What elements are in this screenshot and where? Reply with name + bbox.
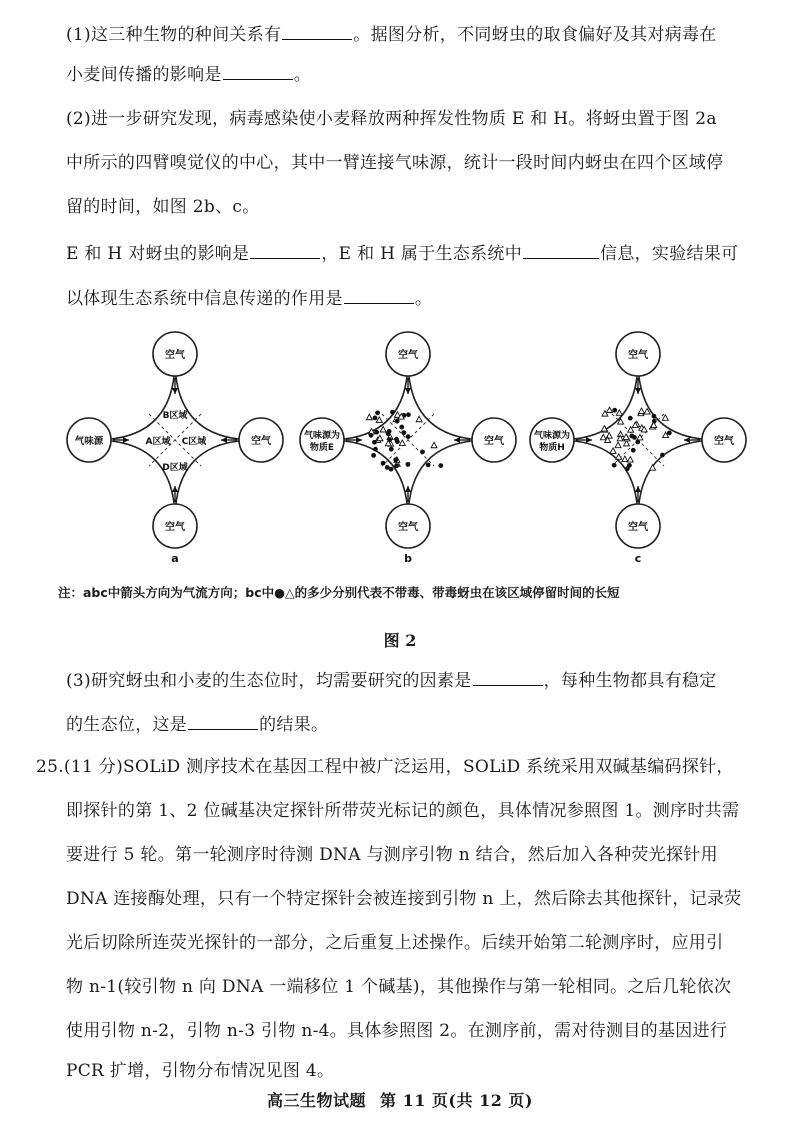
airflow-arrowhead (172, 486, 178, 492)
answer-blank[interactable] (523, 241, 599, 259)
viruliferous-aphid-marker (615, 442, 621, 448)
viruliferous-aphid-marker (610, 448, 616, 454)
aphid-marker (401, 430, 406, 435)
aphid-marker (667, 431, 672, 436)
q2-text-d: 以体现生态系统中信息传递的作用是 (66, 289, 343, 309)
q2-line-3: 留的时间，如图 2b、c。 (66, 197, 260, 217)
q25-line-6: 物 n-1(较引物 n 向 DNA 一端移位 1 个碱基)，其他操作与第一轮相同。之后几轮依次 (66, 977, 732, 997)
answer-blank[interactable] (282, 22, 352, 40)
aphid-marker (393, 457, 398, 462)
viruliferous-aphid-marker (622, 456, 628, 462)
aphid-marker (395, 439, 400, 444)
aphid-marker (375, 410, 380, 415)
viruliferous-aphid-marker (662, 415, 668, 421)
airflow-arrowhead (454, 437, 460, 443)
aphid-marker (420, 449, 425, 454)
aphid-marker (372, 440, 377, 445)
q1-text-a: (1)这三种生物的种间关系有 (66, 25, 282, 45)
aphid-marker (389, 447, 394, 452)
q2-text-e: 。 (414, 289, 433, 309)
odor-source-label: 气味源为 (303, 431, 341, 441)
q25-line-5: 光后切除所连荧光探针的一部分，之后重复上述操作。后续开始第二轮测序时，应用引 (66, 933, 724, 953)
aphid-marker (395, 419, 400, 424)
aphid-marker (635, 440, 640, 445)
airflow-arrowhead (684, 437, 690, 443)
aphid-marker (628, 416, 633, 421)
airflow-arrowhead (635, 388, 641, 394)
aphid-marker (381, 461, 386, 466)
aphid-marker (394, 463, 399, 468)
aphid-marker (385, 465, 390, 470)
q1-text-d: 。 (293, 65, 312, 85)
answer-blank[interactable] (250, 241, 320, 259)
odor-source-label: 气味源为 (533, 431, 571, 441)
aphid-marker (631, 448, 636, 453)
aphid-marker (373, 447, 378, 452)
footer-subject: 高三生物试题 (267, 1091, 367, 1110)
q2-text-a: E 和 H 对蚜虫的影响是 (66, 244, 250, 264)
figure-title: 图 2 (383, 631, 417, 650)
page-footer (0, 1088, 800, 1111)
q1-line-1 (66, 22, 760, 46)
aphid-marker (371, 453, 376, 458)
airflow-arrowhead (172, 388, 178, 394)
q2-text-c: 信息，实验结果可 (600, 244, 739, 264)
zone-b-label: B区域 (162, 411, 188, 421)
aphid-marker (406, 462, 411, 467)
olfactometer-figure (58, 330, 758, 570)
aphid-marker (612, 463, 617, 468)
airflow-arrowhead (123, 437, 129, 443)
q25-line-1: 25.(11 分)SOLiD 测序技术在基因工程中被广泛运用，SOLiD 系统采用双碱基编码探针， (36, 757, 734, 777)
aphid-marker (406, 412, 411, 417)
aphid-marker (374, 430, 379, 435)
aphid-marker (387, 429, 392, 434)
air-label: 空气 (398, 350, 418, 361)
q2-text-b: ，E 和 H 属于生态系统中 (321, 244, 523, 264)
airflow-arrowhead (405, 486, 411, 492)
q25-line-7: 使用引物 n-2，引物 n-3 引物 n-4。具体参照图 2。在测序前，需对待测目的基因进行 (66, 1021, 728, 1041)
viruliferous-aphid-marker (399, 440, 405, 446)
aphid-marker (426, 462, 431, 467)
q25-line-3: 要进行 5 轮。第一轮测序时待测 DNA 与测序引物 n 结合，然后加入各种荧光探针用 (66, 845, 718, 865)
odor-source-label: 物质E (309, 443, 335, 453)
q3-text-a: (3)研究蚜虫和小麦的生态位时，均需要研究的因素是 (66, 671, 472, 691)
airflow-arrowhead (356, 437, 362, 443)
q2-line-5 (66, 286, 760, 310)
viruliferous-aphid-marker (431, 442, 437, 448)
answer-blank[interactable] (344, 286, 414, 304)
viruliferous-aphid-marker (366, 414, 372, 420)
q1-line-2 (66, 62, 760, 86)
q25-line-2: 即探针的第 1、2 位碱基决定探针所带荧光标记的颜色，具体情况参照图 1。测序时共需 (66, 801, 740, 821)
olfactometer-c (530, 332, 746, 565)
air-label: 空气 (714, 436, 734, 447)
viruliferous-aphid-marker (416, 416, 422, 422)
zone-d-label: D区域 (162, 463, 188, 473)
viruliferous-aphid-marker (616, 410, 622, 416)
q2-line-1: (2)进一步研究发现，病毒感染使小麦释放两种挥发性物质 E 和 H。将蚜虫置于图 2a (66, 109, 717, 129)
zone-a-label: A区域 (145, 437, 171, 447)
viruliferous-aphid-marker (637, 434, 643, 440)
air-label: 空气 (484, 436, 504, 447)
aphid-marker (438, 463, 443, 468)
aphid-marker (632, 435, 637, 440)
olfactometer-a (67, 332, 283, 565)
airflow-arrowhead (586, 437, 592, 443)
panel-letter: b (404, 552, 412, 565)
aphid-marker (387, 437, 392, 442)
q1-text-b: 。据图分析，不同蚜虫的取食偏好及其对病毒在 (353, 25, 717, 45)
airflow-arrowhead (221, 437, 227, 443)
air-label: 空气 (165, 350, 185, 361)
zone-c-label: C区域 (181, 437, 207, 447)
viruliferous-aphid-marker (380, 426, 386, 432)
q3-line-2 (66, 712, 760, 736)
aphid-marker (373, 416, 378, 421)
aphid-marker (390, 410, 395, 415)
viruliferous-aphid-marker (650, 465, 656, 471)
footer-page-number: 第 11 页(共 12 页) (380, 1091, 533, 1110)
panel-letter: c (634, 552, 642, 565)
aphid-marker (625, 466, 630, 471)
answer-blank[interactable] (473, 668, 543, 686)
aphid-marker (660, 453, 665, 458)
air-label: 空气 (628, 350, 648, 361)
panel-letter: a (171, 552, 179, 565)
viruliferous-aphid-marker (638, 408, 644, 414)
aphid-marker (399, 425, 404, 430)
q3-text-b: ，每种生物都具有稳定 (543, 671, 717, 691)
odor-source-label: 物质H (539, 443, 565, 453)
figure-note: 注：abc中箭头方向为气流方向；bc中●△的多少分别代表不带毒、带毒蚜虫在该区域停留时间的长短 (58, 585, 620, 600)
answer-blank[interactable] (188, 712, 258, 730)
q2-line-2: 中所示的四臂嗅觉仪的中心，其中一臂连接气味源，统计一段时间内蚜虫在四个区域停 (66, 153, 724, 173)
aphid-marker (612, 408, 617, 413)
air-label: 空气 (165, 522, 185, 533)
aphid-marker (652, 414, 657, 419)
q3-text-d: 的结果。 (259, 715, 329, 735)
olfactometer-b (300, 332, 516, 565)
q25-line-4: DNA 连接酶处理，只有一个特定探针会被连接到引物 n 上，然后除去其他探针，记录荧 (66, 889, 742, 909)
airflow-arrowhead (635, 486, 641, 492)
air-label: 空气 (628, 522, 648, 533)
aphid-marker (406, 434, 411, 439)
answer-blank[interactable] (223, 62, 293, 80)
q1-text-c: 小麦间传播的影响是 (66, 65, 222, 85)
q3-line-1 (66, 668, 760, 692)
air-label: 空气 (398, 522, 418, 533)
odor-source-label: 气味源 (74, 436, 104, 447)
viruliferous-aphid-marker (607, 407, 613, 413)
q3-text-c: 的生态位，这是 (66, 715, 188, 735)
q25-line-8: PCR 扩增，引物分布情况见图 4。 (66, 1061, 335, 1081)
airflow-arrowhead (405, 388, 411, 394)
viruliferous-aphid-marker (600, 434, 606, 440)
aphid-marker (369, 433, 374, 438)
air-label: 空气 (251, 436, 271, 447)
q2-line-4 (66, 241, 760, 265)
